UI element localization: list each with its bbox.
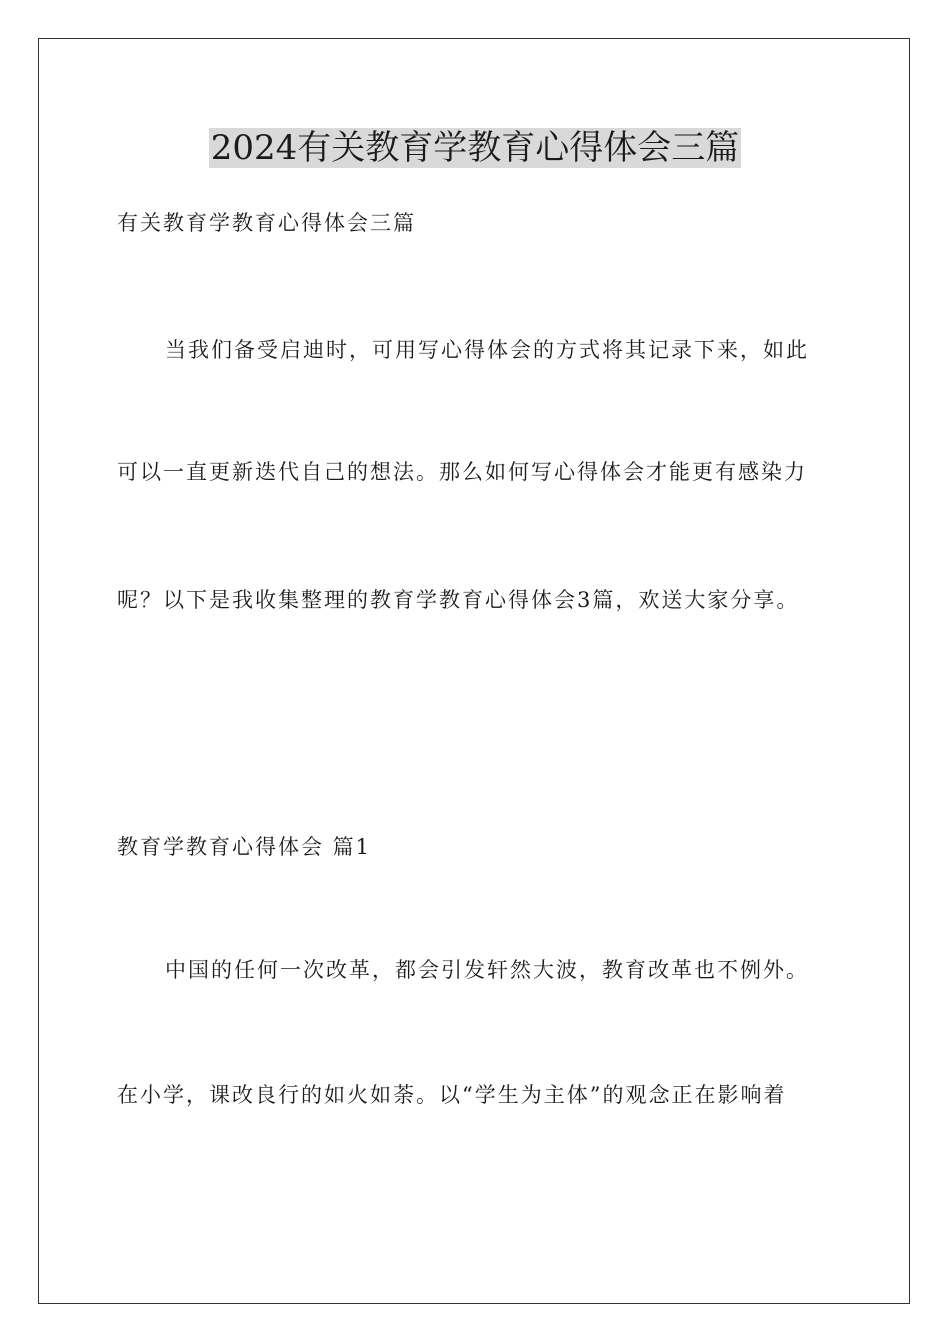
document-subtitle: 有关教育学教育心得体会三篇 (117, 211, 416, 235)
section-heading: 教育学教育心得体会 篇1 (117, 835, 372, 859)
document-title-text: 2024有关教育学教育心得体会三篇 (210, 128, 740, 168)
section-line-1: 中国的任何一次改革，都会引发轩然大波，教育改革也不例外。 (165, 958, 809, 982)
document-title (0, 126, 950, 170)
intro-line-2: 可以一直更新迭代自己的想法。那么如何写心得体会才能更有感染力 (117, 460, 807, 484)
section-line-2: 在小学，课改良行的如火如荼。以“学生为主体”的观念正在影响着 (117, 1083, 787, 1107)
intro-line-1: 当我们备受启迪时，可用写心得体会的方式将其记录下来，如此 (165, 338, 809, 362)
intro-line-3: 呢？以下是我收集整理的教育学教育心得体会3篇，欢送大家分享。 (117, 588, 800, 612)
